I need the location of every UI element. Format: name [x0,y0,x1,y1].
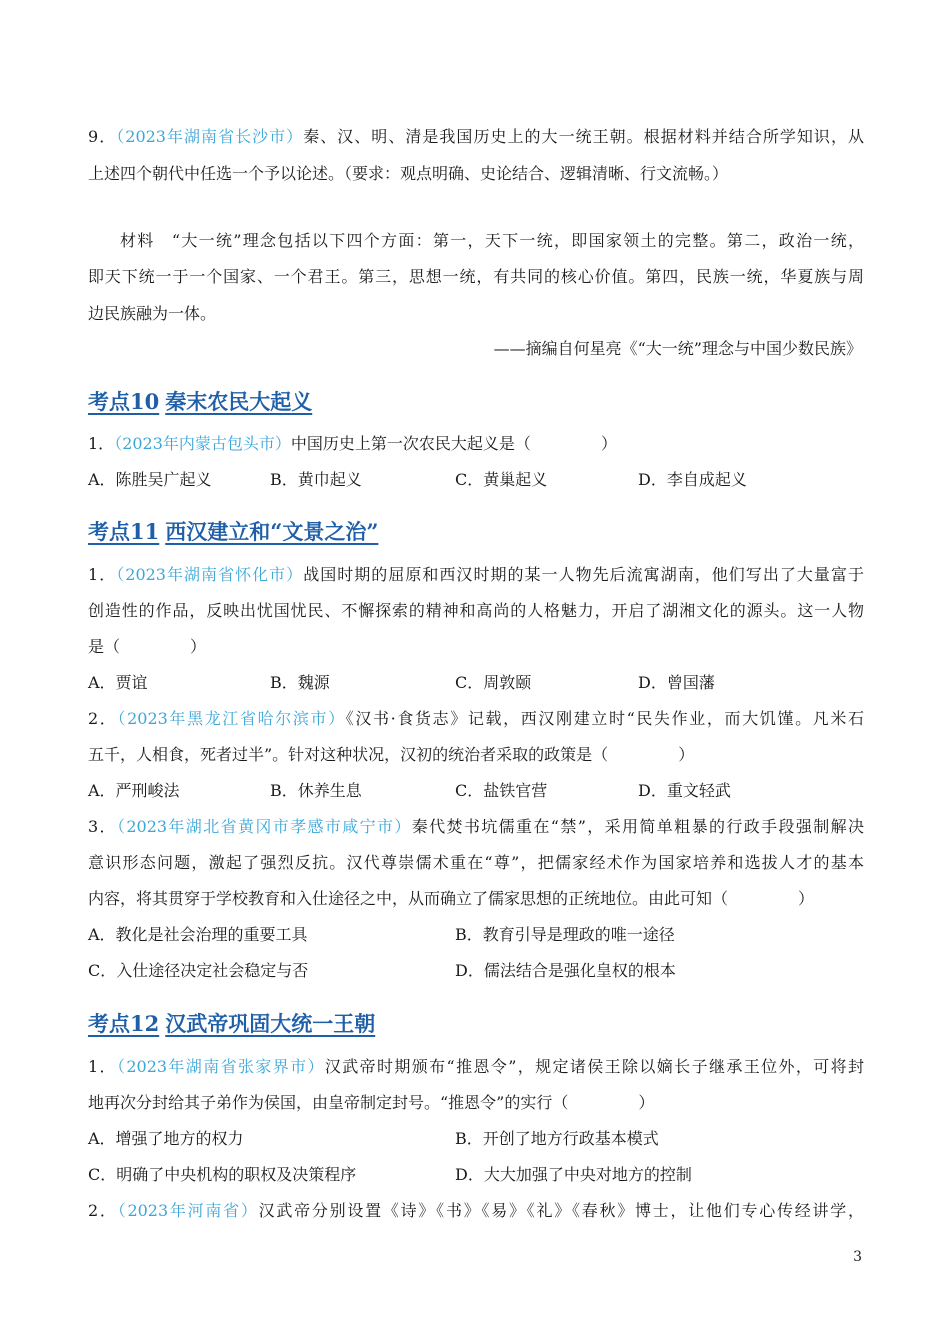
q9-material-1: 材料 “大一统”理念包括以下四个方面：第一，天下一统，即国家领土的完整。第二，政治一统， [120,231,864,250]
sec11-q2-option-d: D．重文轻武 [638,781,731,800]
sec11-q1-line-2: 创造性的作品，反映出忧国忧民、不懈探索的精神和高尚的人格魅力，开启了湖湘文化的源头。这一人物 [88,601,864,620]
sec11-q2-option-b: B．休养生息 [270,781,362,800]
sec11-q2-line-2: 五千，人相食，死者过半”。针对这种状况，汉初的统治者采取的政策是（ ） [88,745,695,764]
sec12-q1-option-c: C．明确了中央机构的职权及决策程序 [88,1165,357,1184]
sec12-q1-line-1: 1．（2023年湖南省张家界市）汉武帝时期颁布“推恩令”，规定诸侯王除以嫡长子继承王位外，可将封 [88,1057,864,1076]
sec10-q1-option-d: D．李自成起义 [638,470,747,489]
sec10-q1-source: （2023年内蒙古包头市） [114,434,291,453]
section-heading-12: 考点12 汉武帝巩固大统一王朝 [88,1011,376,1036]
section-heading-11: 考点11 西汉建立和“文景之治” [88,519,379,544]
sec12-q1-line-2: 地再次分封给其子弟作为侯国，由皇帝制定封号。“推恩令”的实行（ ） [88,1093,655,1112]
sec11-q3-source: （2023年湖北省黄冈市孝感市咸宁市） [116,817,412,836]
q9-line-1: 9．（2023年湖南省长沙市）秦、汉、明、清是我国历史上的大一统王朝。根据材料并结合所学知识，从 [88,127,864,146]
sec11-q1-option-c: C．周敦颐 [455,673,532,692]
sec11-q3-line-3: 内容，将其贯穿于学校教育和入仕途径之中，从而确立了儒家思想的正统地位。由此可知（ ） [88,889,815,908]
sec12-q1-option-d: D．大大加强了中央对地方的控制 [455,1165,692,1184]
sec10-q1-option-a: A．陈胜吴广起义 [88,470,212,489]
sec11-q3-option-b: B．教育引导是理政的唯一途径 [455,925,675,944]
sec12-q2-source: （2023年河南省） [117,1201,259,1220]
section-heading-10: 考点10 秦末农民大起义 [88,389,313,414]
sec12-q1-option-a: A．增强了地方的权力 [88,1129,244,1148]
sec11-q3-option-c: C．入仕途径决定社会稳定与否 [88,961,309,980]
sec11-q3-line-2: 意识形态问题，激起了强烈反抗。汉代尊崇儒术重在“尊”，把儒家经术作为国家培养和选拔人才的基本 [88,853,864,872]
sec11-q1-line-3: 是（ ） [88,637,207,656]
sec11-q1-option-a: A．贾谊 [88,673,148,692]
q9-material-2: 即天下统一于一个国家、一个君王。第三，思想一统，有共同的核心价值。第四，民族一统，华夏族与周 [88,267,864,286]
sec12-q1-option-b: B．开创了地方行政基本模式 [455,1129,659,1148]
sec11-q1-line-1: 1．（2023年湖南省怀化市）战国时期的屈原和西汉时期的某一人物先后流寓湖南，他们写出了大量富于 [88,565,864,584]
q9-attribution: ——摘编自何星亮《“大一统”理念与中国少数民族》 [493,339,862,358]
sec11-q3-option-a: A．教化是社会治理的重要工具 [88,925,308,944]
sec11-q1-option-d: D．曾国藩 [638,673,715,692]
q9-source: （2023年湖南省长沙市） [116,127,304,146]
sec11-q2-source: （2023年黑龙江省哈尔滨市） [117,709,346,728]
sec11-q2-option-a: A．严刑峻法 [88,781,180,800]
sec10-q1-option-b: B．黄巾起义 [270,470,362,489]
sec11-q3-option-d: D．儒法结合是强化皇权的根本 [455,961,676,980]
sec12-q2-line-1: 2．（2023年河南省）汉武帝分别设置《诗》《书》《易》《礼》《春秋》博士，让他们专心传经讲学， [88,1201,864,1220]
sec10-q1-option-c: C．黄巢起义 [455,470,548,489]
sec11-q3-line-1: 3．（2023年湖北省黄冈市孝感市咸宁市）秦代焚书坑儒重在“禁”，采用简单粗暴的行政手段强制解决 [88,817,864,836]
sec11-q1-source: （2023年湖南省怀化市） [116,565,304,584]
sec10-q1-stem: 1．（2023年内蒙古包头市）中国历史上第一次农民大起义是（ ） [88,434,617,453]
page-number: 3 [853,1249,862,1265]
q9-line-2: 上述四个朝代中任选一个予以论述。（要求：观点明确、史论结合、逻辑清晰、行文流畅。） [88,164,729,183]
sec11-q1-option-b: B．魏源 [270,673,330,692]
sec11-q2-line-1: 2．（2023年黑龙江省哈尔滨市）《汉书·食货志》记载，西汉刚建立时“民失作业，而大饥馑。凡米石 [88,709,864,728]
q9-material-3: 边民族融为一体。 [88,304,217,323]
sec12-q1-source: （2023年湖南省张家界市） [116,1057,325,1076]
sec11-q2-option-c: C．盐铁官营 [455,781,548,800]
